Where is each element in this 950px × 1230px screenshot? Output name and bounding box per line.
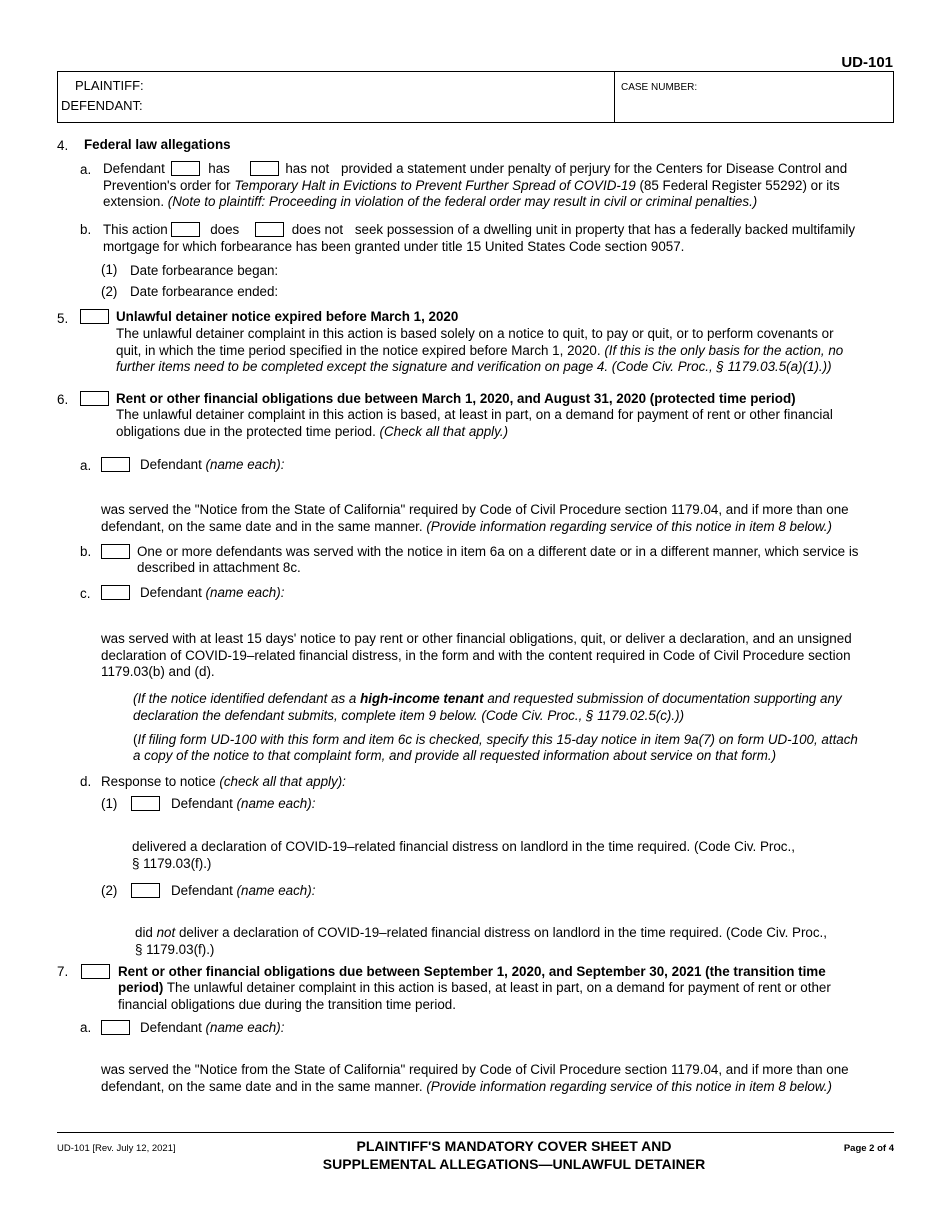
item4b-this-action-text: This action [103,222,168,237]
defendant-field[interactable] [145,96,610,118]
case-number-label: CASE NUMBER: [621,82,698,93]
item6c-note1-line2: declaration the defendant submits, complete item 9 below. (Code Civ. Proc., § 1179.02.5(c).)) [133,708,685,723]
item6a-letter: a. [80,458,92,473]
item6-line2-a: obligations due in the protected time period. [116,424,376,439]
item5-number: 5. [57,311,69,326]
item6c-names-field[interactable] [300,582,880,622]
item5-line1: The unlawful detainer complaint in this action is based solely on a notice to quit, to pay or quit, or to perform covenants or [116,326,834,341]
item6-title: Rent or other financial obligations due between March 1, 2020, and August 31, 2020 (protected time period) [116,391,796,406]
item6c-note2-paren: ( [133,732,138,747]
item6d-sub2-not: not [156,925,176,940]
item7a-name-each: (name each): [205,1020,285,1035]
plaintiff-field[interactable] [145,74,610,94]
item6-line2 [116,423,508,440]
item7a-letter: a. [80,1020,92,1035]
item6c-note1-c: and requested submission of documentation supporting any [487,691,842,706]
item7-checkbox[interactable] [81,964,110,979]
item6a-line2-a: defendant, on the same date and in the same manner. [101,519,423,534]
item5-title: Unlawful detainer notice expired before March 1, 2020 [116,309,459,324]
item6a-name-each: (name each): [205,457,285,472]
item6d-letter: d. [80,774,92,789]
item6d-sub2-name-each: (name each): [236,883,316,898]
item6c-note1-bold: high-income tenant [360,691,484,706]
caption-divider [614,71,615,123]
item6a-names-field[interactable] [300,454,880,492]
item7-number: 7. [57,964,69,979]
item7-line3: financial obligations due during the transition time period. [118,997,456,1012]
item5-line3: further items need to be completed except the signature and verification on page 4. (Code Civ. Proc., § 1179.03.5(a)(1).)) [116,359,832,374]
item4a-line3-italic: (Note to plaintiff: Proceeding in violation of the federal order may result in civil or criminal penalties.) [167,194,758,209]
item6d-sub2-line1 [135,924,827,941]
case-number-field[interactable] [618,94,890,120]
item6c-name-each: (name each): [205,585,285,600]
item5-line2 [116,342,843,359]
item7-title-line1: Rent or other financial obligations due between September 1, 2020, and September 30, 2021 (the transition time [118,964,826,979]
item6d-sub1-line2: § 1179.03(f).) [132,856,212,871]
item7-line2 [118,979,831,996]
item7a-line2 [101,1078,832,1095]
item6-line1: The unlawful detainer complaint in this action is based, at least in part, on a demand for payment of rent or other financial [116,407,833,422]
footer-revision: UD-101 [Rev. July 12, 2021] [57,1143,176,1154]
item6c-checkbox[interactable] [101,585,130,600]
item6d-label [101,773,346,790]
item6d-sub1-line1: delivered a declaration of COVID-19–related financial distress on landlord in the time required. (Code Civ. Proc., [132,839,795,854]
item4a-has-not-checkbox[interactable] [250,161,279,176]
item6b-letter: b. [80,544,92,559]
footer-title-line2: SUPPLEMENTAL ALLEGATIONS—UNLAWFUL DETAINER [322,1156,706,1172]
item7a-defendant [140,1019,284,1036]
item6a-line1: was served the "Notice from the State of California" required by Code of Civil Procedure section 1179.04, and if more than one [101,502,849,517]
item4a-line3 [103,193,757,210]
item4b-letter: b. [80,222,92,237]
item4a-line2-a: Prevention's order for [103,178,231,193]
footer-page-number: Page 2 of 4 [843,1143,894,1154]
item6d-label-italic: (check all that apply): [219,774,346,789]
item5-line2-a: quit, in which the time period specified in the notice expired before March 1, 2020. [116,343,601,358]
item7a-line2-italic: (Provide information regarding service of this notice in item 8 below.) [426,1079,832,1094]
item6c-note1-a: (If the notice identified defendant as a [133,691,357,706]
item4b-line1 [103,221,855,238]
item4a-letter: a. [80,162,92,177]
item6d-sub1-name-each: (name each): [236,796,316,811]
form-id: UD-101 [841,54,893,71]
item6b-line1: One or more defendants was served with the notice in item 6a on a different date or in a different manner, which service is [137,544,859,559]
item4a-line2-b: (85 Federal Register 55292) or its [639,178,840,193]
item5-line2-italic: (If this is the only basis for the action, no [604,343,844,358]
item6d-sub1-checkbox[interactable] [131,796,160,811]
item6d-sub2-num: (2) [101,883,118,898]
item6c-note2-italic: If filing form UD-100 with this form and item 6c is checked, specify this 15-day notice in item 9a(7) on form UD-100, attach [137,732,858,747]
item6d-sub1-defendant-text: Defendant [171,796,233,811]
item4a-has-checkbox[interactable] [171,161,200,176]
item4b-sub2-field[interactable] [290,280,590,299]
item6d-sub1-names-field[interactable] [330,792,880,830]
item7-title-line2: period) [118,980,164,995]
item6c-line2: declaration of COVID-19–related financial distress, in the form and with the content required in Code of Civil Procedure section [101,648,851,663]
item4b-sub1-label: Date forbearance began: [130,263,279,278]
item7a-line1: was served the "Notice from the State of California" required by Code of Civil Procedure section 1179.04, and if more than one [101,1062,849,1077]
item4a-defendant-text: Defendant [103,161,165,176]
plaintiff-label: PLAINTIFF: [75,78,144,93]
item6d-sub2-defendant-text: Defendant [171,883,233,898]
item7a-line2-a: defendant, on the same date and in the same manner. [101,1079,423,1094]
item4a-has-text: has [208,161,230,176]
item6-checkbox[interactable] [80,391,109,406]
item6a-defendant-text: Defendant [140,457,202,472]
item5-checkbox[interactable] [80,309,109,324]
item4b-does-checkbox[interactable] [171,222,200,237]
item4-title: Federal law allegations [84,137,231,152]
item6d-sub2-rest: deliver a declaration of COVID-19–related financial distress on landlord in the time required. (Code Civ. Proc., [178,925,827,940]
item6c-defendant-text: Defendant [140,585,202,600]
item6d-sub2-line2: § 1179.03(f).) [135,942,215,957]
item6a-checkbox[interactable] [101,457,130,472]
item6c-line3: 1179.03(b) and (d). [101,664,215,679]
item6d-sub2-did: did [135,925,153,940]
item4b-line2: mortgage for which forbearance has been granted under title 15 United States Code section 9057. [103,239,685,254]
item4b-sub1-num: (1) [101,262,118,277]
item4b-sub2-num: (2) [101,284,118,299]
item4a-line2 [103,177,840,194]
item6d-sub1-num: (1) [101,796,118,811]
item4b-does-not-checkbox[interactable] [255,222,284,237]
item6a-line2 [101,518,832,535]
item4-number: 4. [57,138,69,153]
item4a-has-not-text: has not [285,161,330,176]
item6-number: 6. [57,392,69,407]
item7a-names-field[interactable] [300,1016,880,1054]
item6c-letter: c. [80,586,91,601]
item6d-sub2-defendant [171,882,315,899]
item6c-line1: was served with at least 15 days' notice to pay rent or other financial obligations, quit, or deliver a declaration, and an unsigned [101,631,852,646]
item6a-defendant [140,456,284,473]
item6d-sub1-defendant [171,795,315,812]
item6c-defendant [140,584,284,601]
item4a-line3-a: extension. [103,194,165,209]
defendant-label: DEFENDANT: [61,98,143,113]
item4b-sub1-field[interactable] [290,259,590,278]
item6c-note2-line1 [133,731,858,748]
item4b-does-text: does [210,222,240,237]
item6b-line2: described in attachment 8c. [137,560,301,575]
item7a-checkbox[interactable] [101,1020,130,1035]
item4b-line1-end: seek possession of a dwelling unit in property that has a federally backed multifamily [354,222,856,237]
item6c-note2-line2: a copy of the notice to that complaint form, and provide all requested information about service on that form.) [133,748,777,763]
item6b-checkbox[interactable] [101,544,130,559]
item4b-does-not-text: does not [291,222,344,237]
footer-title-line1: PLAINTIFF'S MANDATORY COVER SHEET AND [356,1138,672,1154]
item7-line2-rest: The unlawful detainer complaint in this action is based, at least in part, on a demand for payment of rent or other [166,980,831,995]
item4b-sub2-label: Date forbearance ended: [130,284,279,299]
item4a-line1-end: provided a statement under penalty of perjury for the Centers for Disease Control and [341,161,848,176]
item6d-sub2-checkbox[interactable] [131,883,160,898]
footer-rule [57,1132,894,1133]
item7a-defendant-text: Defendant [140,1020,202,1035]
item6d-label-text: Response to notice [101,774,216,789]
item4a-line1 [103,160,847,177]
item4a-line2-italic: Temporary Halt in Evictions to Prevent Further Spread of COVID-19 [234,178,636,193]
item6c-note1-line1 [133,690,842,707]
item6a-line2-italic: (Provide information regarding service of this notice in item 8 below.) [426,519,832,534]
item6-line2-italic: (Check all that apply.) [379,424,509,439]
item6d-sub2-names-field[interactable] [330,879,880,917]
